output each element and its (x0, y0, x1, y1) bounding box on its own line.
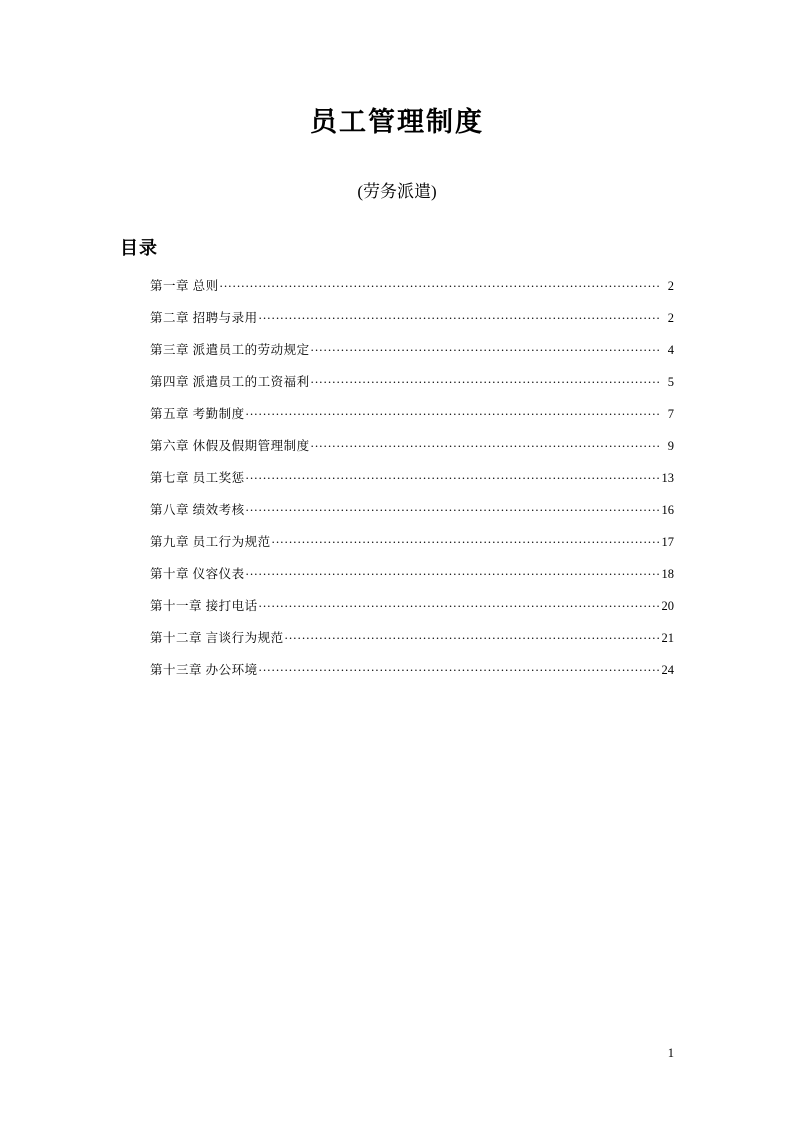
toc-entry[interactable] (120, 406, 674, 421)
toc-entry-page: 21 (661, 631, 674, 645)
toc-entry-page: 5 (667, 375, 674, 389)
toc-entry[interactable] (120, 502, 674, 517)
toc-leader-dots (272, 534, 659, 546)
toc-entry[interactable] (120, 374, 674, 389)
toc-leader-dots (311, 342, 659, 354)
toc-leader-dots (246, 566, 659, 578)
toc-entry-label: 第十三章 办公环境 (150, 663, 258, 677)
toc-entry[interactable] (120, 470, 674, 485)
toc-leader-dots (259, 662, 659, 674)
toc-leader-dots (311, 438, 659, 450)
toc-entry-page: 4 (667, 343, 674, 357)
toc-entry-page: 18 (661, 567, 674, 581)
toc-entry-page: 16 (661, 503, 674, 517)
toc-entry-page: 9 (667, 439, 674, 453)
toc-entry-label: 第二章 招聘与录用 (150, 311, 258, 325)
toc-leader-dots (246, 502, 659, 514)
toc-leader-dots (259, 598, 659, 610)
toc-entry-page: 13 (661, 471, 674, 485)
table-of-contents (120, 260, 674, 677)
toc-entry[interactable] (120, 534, 674, 549)
toc-entry-label: 第十二章 言谈行为规范 (150, 631, 284, 645)
toc-leader-dots (246, 406, 659, 418)
toc-entry-label: 第一章 总则 (150, 279, 219, 293)
toc-entry[interactable] (120, 662, 674, 677)
toc-entry-page: 24 (661, 663, 674, 677)
toc-entry-label: 第六章 休假及假期管理制度 (150, 439, 310, 453)
toc-entry[interactable] (120, 630, 674, 645)
toc-entry[interactable] (120, 278, 674, 293)
page-title: 员工管理制度 (310, 107, 484, 137)
toc-entry[interactable] (120, 566, 674, 581)
toc-leader-dots (259, 310, 659, 322)
toc-entry-page: 7 (667, 407, 674, 421)
toc-entry-label: 第七章 员工奖惩 (150, 471, 245, 485)
page-subtitle: (劳务派遣) (357, 182, 437, 201)
toc-entry-label: 第三章 派遣员工的劳动规定 (150, 343, 310, 357)
toc-leader-dots (220, 278, 659, 290)
toc-entry-page: 2 (667, 311, 674, 325)
toc-entry-page: 17 (661, 535, 674, 549)
page-number: 1 (667, 1046, 674, 1060)
toc-leader-dots (246, 470, 659, 482)
toc-entry[interactable] (120, 342, 674, 357)
toc-entry-label: 第九章 员工行为规范 (150, 535, 271, 549)
toc-leader-dots (311, 374, 659, 386)
toc-entry-page: 20 (661, 599, 674, 613)
toc-entry-label: 第八章 绩效考核 (150, 503, 245, 517)
toc-entry[interactable] (120, 310, 674, 325)
toc-entry-page: 2 (667, 279, 674, 293)
toc-entry-label: 第五章 考勤制度 (150, 407, 245, 421)
toc-entry[interactable] (120, 438, 674, 453)
toc-entry-label: 第十章 仪容仪表 (150, 567, 245, 581)
toc-entry[interactable] (120, 598, 674, 613)
toc-leader-dots (285, 630, 659, 642)
toc-heading: 目录 (120, 238, 158, 258)
toc-entry-label: 第四章 派遣员工的工资福利 (150, 375, 310, 389)
toc-entry-label: 第十一章 接打电话 (150, 599, 258, 613)
